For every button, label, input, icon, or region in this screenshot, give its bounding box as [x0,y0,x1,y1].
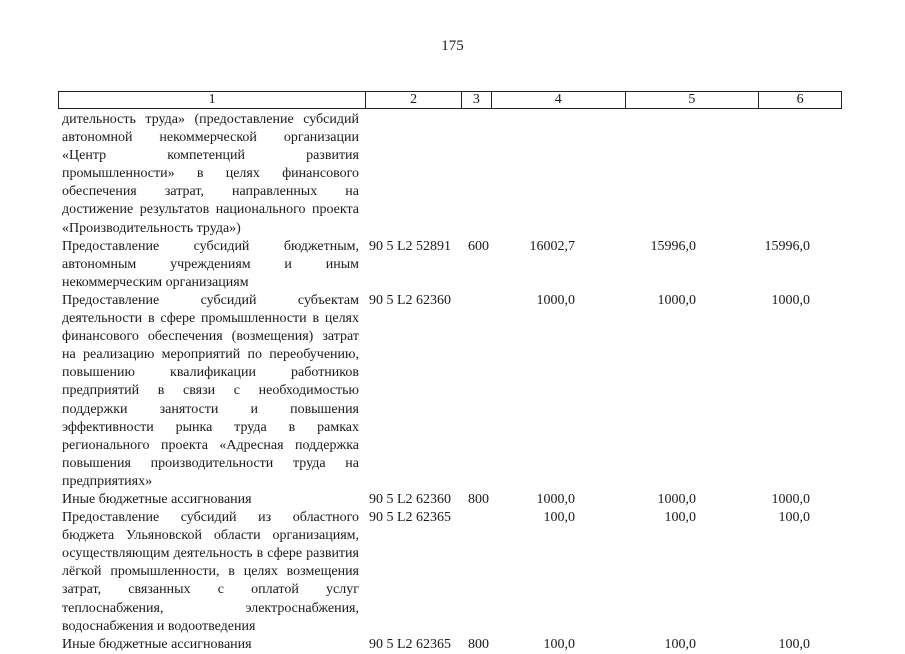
row-expense-type: 800 [468,636,489,652]
table-row [0,509,905,636]
row-value-col5: 1000,0 [657,292,696,308]
table-row [0,111,905,238]
row-value-col6: 1000,0 [771,491,810,507]
row-value-col4: 1000,0 [536,491,575,507]
row-description: дительность труда» (предоставление субсидий автономной некоммерческой организации «Центр компетенций развития промышленности» в целях финансового обеспечения затрат, направленных на достижение результатов национального проекта «Производительность труда») [62,112,359,236]
column-header-4: 4 [492,92,626,108]
row-code: 90 5 L2 52891 [369,238,452,254]
row-expense-type: 800 [468,491,489,507]
row-description: Предоставление субсидий бюджетным, автономным учреждениям и иным некоммерческим организациям [62,238,359,290]
row-value-col6: 15996,0 [764,238,810,254]
row-description: Предоставление субсидий субъектам деятельности в сфере промышленности в целях финансового обеспечения (возмещения) затрат на реализацию мероприятий по переобучению, повышению квалификации работников предприятий в связи с необходимостью поддержки занятости и повышения эффективности рынка труда в рамках регионального проекта «Адресная поддержка повышения производительности труда на предприятиях» [62,292,359,489]
row-value-col6: 100,0 [778,510,810,526]
row-value-col4: 1000,0 [536,292,575,308]
column-header-2: 2 [366,92,462,108]
row-code: 90 5 L2 62360 [369,292,452,308]
row-value-col4: 100,0 [543,510,575,526]
table-header [58,91,842,109]
row-code: 90 5 L2 62360 [369,491,452,507]
row-value-col5: 100,0 [664,636,696,652]
row-value-col5: 1000,0 [657,491,696,507]
column-header-5: 5 [626,92,760,108]
table-body [0,111,905,654]
table-row [0,636,905,654]
column-header-6: 6 [796,92,804,107]
row-value-col6: 1000,0 [771,292,810,308]
page-number: 175 [441,38,464,54]
row-value-col4: 16002,7 [529,238,575,254]
column-header-3: 3 [462,92,492,108]
row-value-col4: 100,0 [543,636,575,652]
row-description: Предоставление субсидий из областного бюджета Ульяновской области организациям, осуществляющим деятельность в сфере развития лёгкой промышленности, в целях возмещения затрат, связанных с оплатой услуг теплоснабжения, электроснабжения, водоснабжения и водоотведения [62,510,359,634]
table-row [0,491,905,509]
row-code: 90 5 L2 62365 [369,510,452,526]
row-description: Иные бюджетные ассигнования [62,491,252,507]
table-row [0,238,905,292]
row-expense-type: 600 [468,238,489,254]
column-header-1: 1 [59,92,366,108]
row-value-col5: 15996,0 [650,238,696,254]
row-value-col5: 100,0 [664,510,696,526]
row-description: Иные бюджетные ассигнования [62,636,252,652]
row-value-col6: 100,0 [778,636,810,652]
table-row [0,292,905,491]
row-code: 90 5 L2 62365 [369,636,452,652]
